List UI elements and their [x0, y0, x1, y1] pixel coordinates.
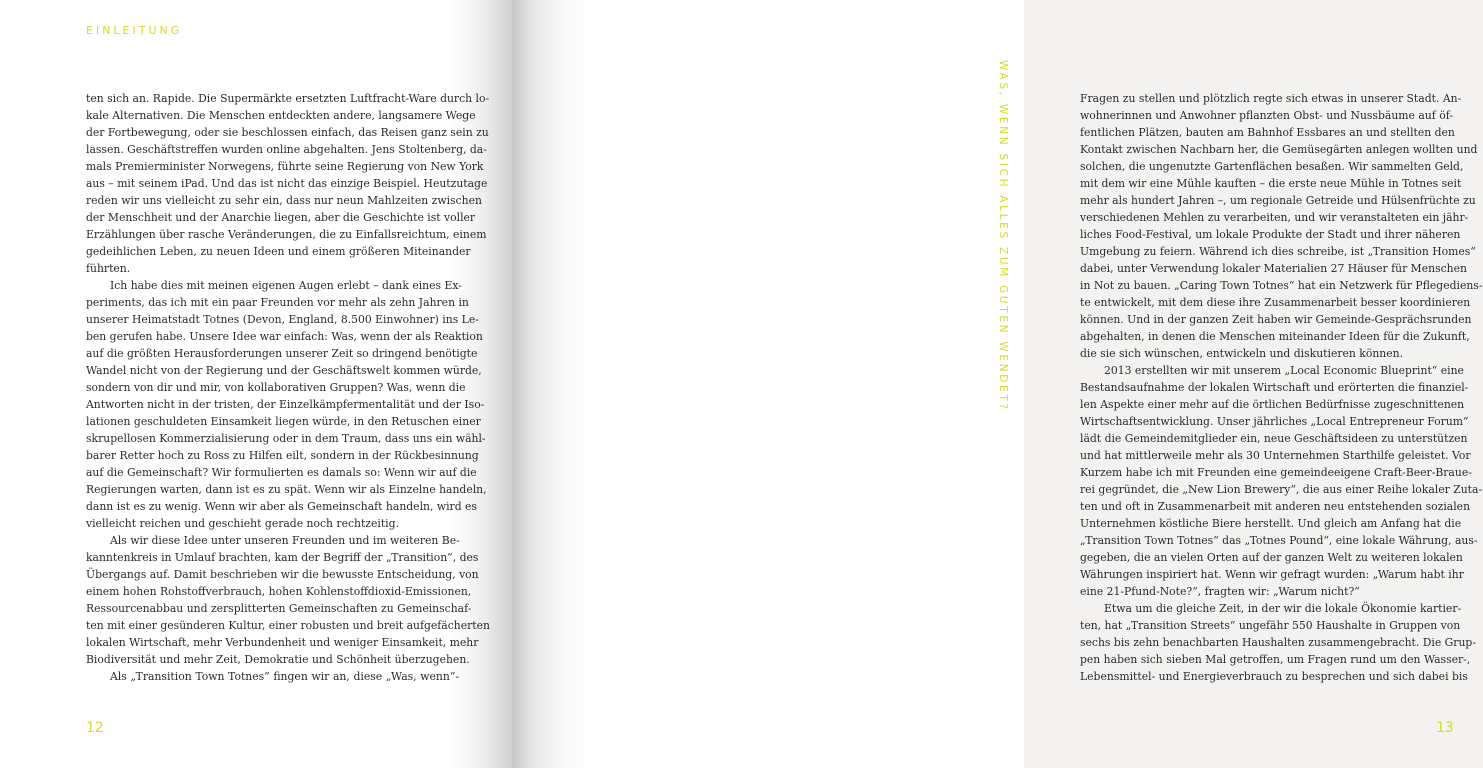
text-line: Unternehmen köstliche Biere herstellt. Und gleich am Anfang hat die: [1080, 517, 1462, 530]
body-text-left: [86, 90, 490, 685]
right-page: [512, 0, 1483, 768]
text-line: reden wir uns vielleicht zu sehr ein, dass nur neun Mahlzeiten zwischen: [86, 194, 482, 207]
text-line: „Transition Town Totnes“ das „Totnes Pound“, eine lokale Währung, aus-: [1080, 534, 1478, 547]
text-line: dann ist es zu wenig. Wenn wir aber als Gemeinschaft handeln, wird es: [86, 500, 477, 513]
text-line: gedeihlichen Leben, zu neuen Ideen und einem größeren Miteinander: [86, 245, 471, 258]
text-line: gegeben, die an vielen Orten auf der ganzen Welt zu weiteren lokalen: [1080, 551, 1463, 564]
text-line: pen haben sich sieben Mal getroffen, um Fragen rund um den Wasser-,: [1080, 653, 1471, 666]
text-line: fentlichen Plätzen, bauten am Bahnhof Essbares an und stellten den: [1080, 126, 1455, 139]
page-number-right: 13: [1436, 720, 1454, 736]
text-line: führten.: [86, 262, 131, 275]
text-line: Antworten nicht in der tristen, der Einzelkämpfermentalität und der Iso-: [86, 398, 485, 411]
text-line: wohnerinnen und Anwohner pflanzten Obst- und Nussbäume auf öf-: [1080, 109, 1453, 122]
text-line: te entwickelt, mit dem diese ihre Zusammenarbeit besser koordinieren: [1080, 296, 1471, 309]
text-line: lationen geschuldeten Einsamkeit liegen würde, in den Retuschen einer: [86, 415, 481, 428]
text-line: abgehalten, in denen die Menschen miteinander Ideen für die Zukunft,: [1080, 330, 1470, 343]
text-line: barer Retter hoch zu Ross zu Hilfen eilt, sondern in der Rückbesinnung: [86, 449, 479, 462]
left-page: [0, 0, 512, 768]
text-line: und hat mittlerweile mehr als 30 Unternehmen Starthilfe geleistet. Vor: [1080, 449, 1471, 462]
text-line: Regierungen warten, dann ist es zu spät. Wenn wir als Einzelne handeln,: [86, 483, 487, 496]
text-line: lassen. Geschäftstreffen wurden online abgehalten. Jens Stoltenberg, da-: [86, 143, 487, 156]
text-line: einem hohen Rohstoffverbrauch, hohen Kohlenstoffdioxid-Emissionen,: [86, 585, 472, 598]
text-line: der Fortbewegung, oder sie beschlossen einfach, das Reisen ganz sein zu: [86, 126, 489, 139]
text-line: Lebensmittel- und Energieverbrauch zu besprechen und sich dabei bis: [1080, 670, 1468, 683]
text-line: ten und oft in Zusammenarbeit mit anderen neu entstehenden sozialen: [1080, 500, 1471, 513]
text-line: Fragen zu stellen und plötzlich regte sich etwas in unserer Stadt. An-: [1080, 92, 1462, 105]
text-line: Biodiversität und mehr Zeit, Demokratie und Schönheit überzugehen.: [86, 653, 470, 666]
text-line: Erzählungen über rasche Veränderungen, die zu Einfallsreichtum, einem: [86, 228, 487, 241]
text-line: Ressourcenabbau und zersplitterten Gemeinschaften zu Gemeinschaf-: [86, 602, 472, 615]
text-line: auf die größten Herausforderungen unserer Zeit so dringend benötigte: [86, 347, 478, 360]
text-line: skrupellosen Kommerzialisierung oder in dem Traum, dass uns ein wähl-: [86, 432, 486, 445]
page-number-left: 12: [86, 720, 104, 736]
text-line: die sie sich wünschen, entwickeln und diskutieren können.: [1080, 347, 1404, 360]
text-line: aus – mit seinem iPad. Und das ist nicht das einzige Beispiel. Heutzutage: [86, 177, 488, 190]
text-line: sechs bis zehn benachbarten Haushalten zusammengebracht. Die Grup-: [1080, 636, 1476, 649]
body-text-right: [1080, 90, 1483, 685]
text-line: auf die Gemeinschaft? Wir formulierten es damals so: Wenn wir auf die: [86, 466, 477, 479]
text-line: in Not zu bauen. „Caring Town Totnes“ hat ein Netzwerk für Pflegediens-: [1080, 279, 1483, 292]
text-line: ten sich an. Rapide. Die Supermärkte ersetzten Luftfracht-Ware durch lo-: [86, 92, 490, 105]
text-line: kanntenkreis in Umlauf brachten, kam der Begriff der „Transition“, des: [86, 551, 479, 564]
running-head-vertical: [995, 60, 1009, 412]
text-line: sondern von dir und mir, von kollaborativen Gruppen? Was, wenn die: [86, 381, 466, 394]
text-line: mit dem wir eine Mühle kauften – die erste neue Mühle in Totnes seit: [1080, 177, 1462, 190]
text-line: können. Und in der ganzen Zeit haben wir Gemeinde-Gesprächsrunden: [1080, 313, 1472, 326]
text-line: liches Food-Festival, um lokale Produkte der Stadt und ihrer näheren: [1080, 228, 1461, 241]
text-line: len Aspekte einer mehr auf die örtlichen Bedürfnisse zugeschnittenen: [1080, 398, 1465, 411]
text-line: mals Premierminister Norwegens, führte seine Regierung von New York: [86, 160, 484, 173]
text-line: Wandel nicht von der Regierung und der Geschäftswelt kommen würde,: [86, 364, 482, 377]
text-line: rei gegründet, die „New Lion Brewery“, die aus einer Reihe lokaler Zuta-: [1080, 483, 1483, 496]
text-line: Etwa um die gleiche Zeit, in der wir die lokale Ökonomie kartier-: [1104, 602, 1462, 615]
text-line: ben gerufen habe. Unsere Idee war einfach: Was, wenn der als Reaktion: [86, 330, 483, 343]
text-line: Wirtschaftsentwicklung. Unser jährliches „Local Entrepreneur Forum“: [1080, 415, 1469, 428]
text-line: Ich habe dies mit meinen eigenen Augen erlebt – dank eines Ex-: [110, 279, 462, 292]
text-line: eine 21-Pfund-Note?“, fragten wir: „Warum nicht?“: [1080, 585, 1360, 598]
running-head: EINLEITUNG: [86, 24, 183, 37]
text-line: kale Alternativen. Die Menschen entdeckten andere, langsamere Wege: [86, 109, 476, 122]
text-line: Umgebung zu feiern. Während ich dies schreibe, ist „Transition Homes“: [1080, 245, 1476, 258]
text-line: periments, das ich mit ein paar Freunden vor mehr als zehn Jahren in: [86, 296, 469, 309]
text-line: Kontakt zwischen Nachbarn her, die Gemüsegärten anlegen wollten und: [1080, 143, 1478, 156]
text-line: dabei, unter Verwendung lokaler Materialien 27 Häuser für Menschen: [1080, 262, 1467, 275]
text-line: Übergangs auf. Damit beschrieben wir die bewusste Entscheidung, von: [86, 568, 479, 581]
text-line: mehr als hundert Jahren –, um regionale Getreide und Hülsenfrüchte zu: [1080, 194, 1476, 207]
text-line: Als wir diese Idee unter unseren Freunden und im weiteren Be-: [110, 534, 460, 547]
text-line: der Menschheit und der Anarchie liegen, aber die Geschichte ist voller: [86, 211, 476, 224]
running-head-vertical-text: WAS, WENN SICH ALLES ZUM GUTEN WENDET?: [997, 60, 1009, 412]
text-line: solchen, die ungenutzte Gartenflächen besaßen. Wir sammelten Geld,: [1080, 160, 1464, 173]
text-line: 2013 erstellten wir mit unserem „Local Economic Blueprint“ eine: [1104, 364, 1464, 377]
text-line: vielleicht reichen und geschieht gerade noch rechtzeitig.: [86, 517, 399, 530]
text-line: Bestandsaufnahme der lokalen Wirtschaft und erörterten die finanziel-: [1080, 381, 1469, 394]
text-line: ten, hat „Transition Streets“ ungefähr 550 Haushalte in Gruppen von: [1080, 619, 1461, 632]
text-line: ten mit einer gesünderen Kultur, einer robusten und breit aufgefächerten: [86, 619, 490, 632]
text-line: Währungen inspiriert hat. Wenn wir gefragt wurden: „Warum habt ihr: [1080, 568, 1464, 581]
text-line: Als „Transition Town Totnes“ fingen wir an, diese „Was, wenn“-: [110, 670, 459, 683]
text-line: lädt die Gemeindemitglieder ein, neue Geschäftsideen zu unterstützen: [1080, 432, 1468, 445]
text-line: Kurzem habe ich mit Freunden eine gemeindeeigene Craft-Beer-Braue-: [1080, 466, 1472, 479]
text-line: lokalen Wirtschaft, mehr Verbundenheit und weniger Einsamkeit, mehr: [86, 636, 479, 649]
text-line: verschiedenen Mehlen zu verarbeiten, und wir veranstalteten ein jähr-: [1080, 211, 1469, 224]
text-line: unserer Heimatstadt Totnes (Devon, England, 8.500 Einwohner) ins Le-: [86, 313, 479, 326]
